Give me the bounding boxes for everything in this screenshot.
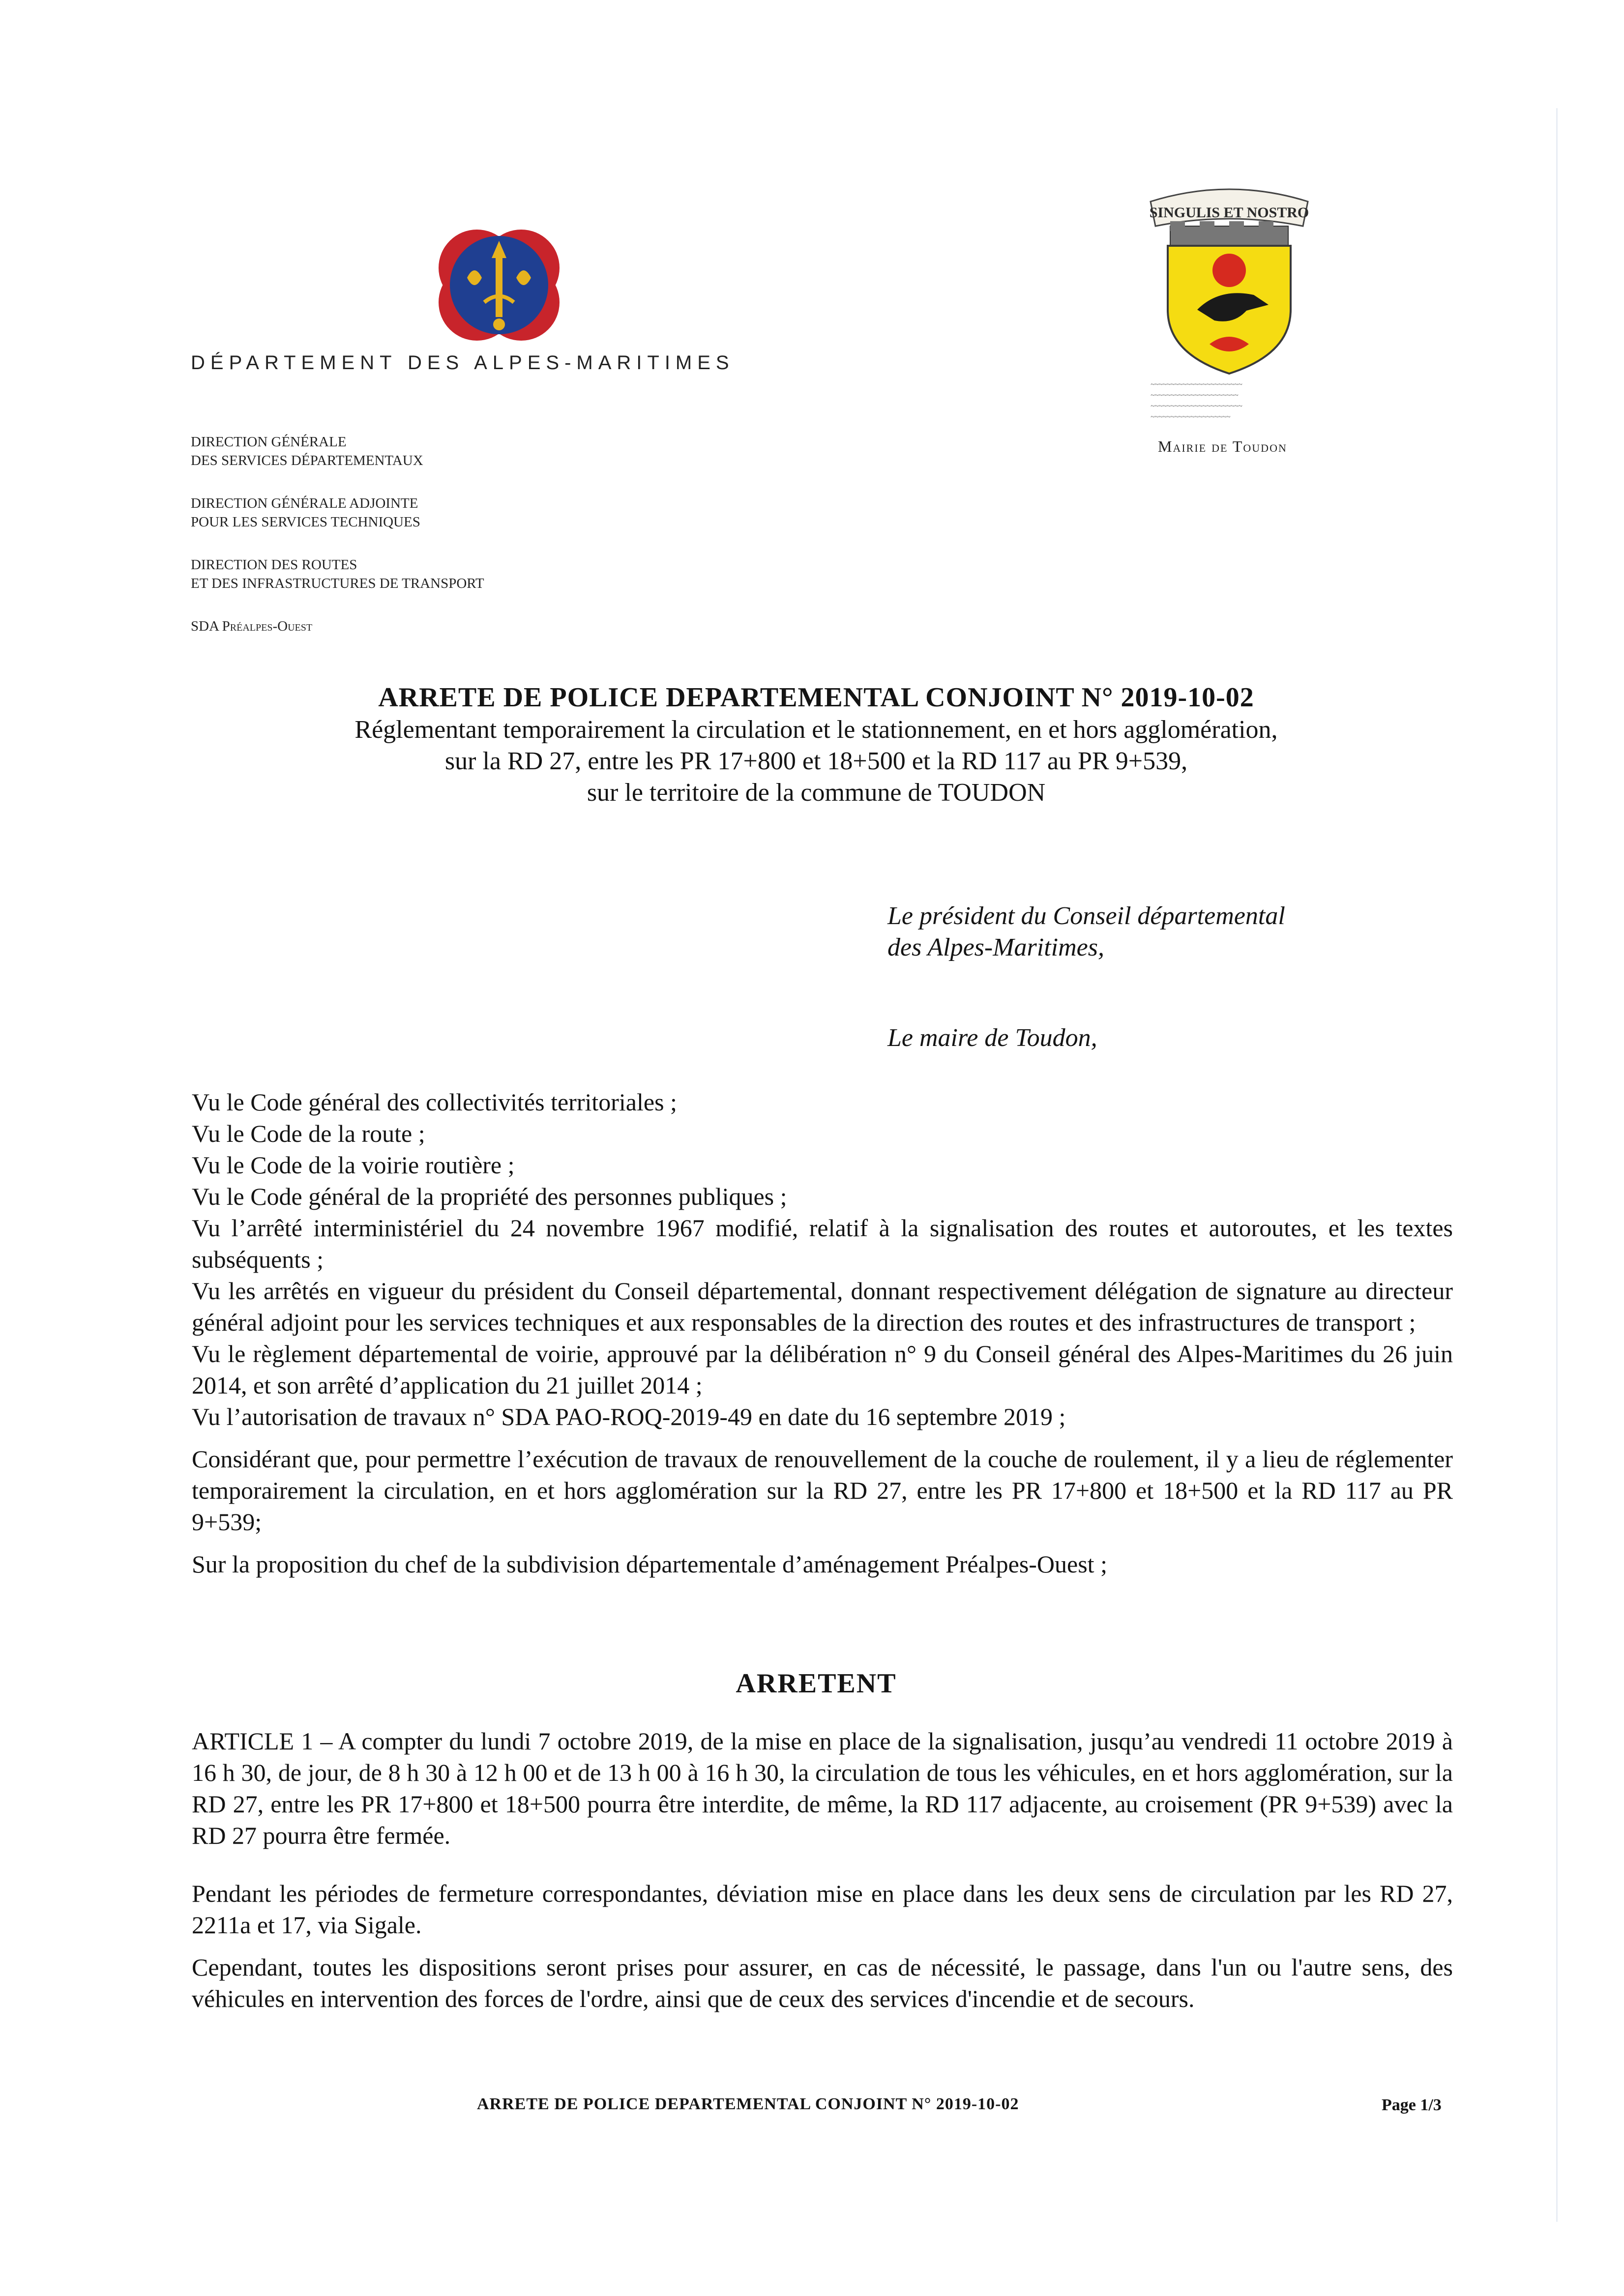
crest-motto: SINGULIS ET NOSTRO xyxy=(1149,204,1309,221)
decree-subtitle-line: sur la RD 27, entre les PR 17+800 et 18+500 et la RD 117 au PR 9+539, xyxy=(444,747,1188,775)
vu-item: Vu les arrêtés en vigueur du président du Conseil départemental, donnant respectivement délégation de signature au directeur général adjoint pour les services techniques et aux responsables de la direction des routes et des infrastructures de transport ; xyxy=(192,1277,1453,1336)
direction-line: DIRECTION DES ROUTES xyxy=(191,557,357,573)
footer-title: ARRETE DE POLICE DEPARTEMENTAL CONJOINT N° 2019-10-02 xyxy=(477,2095,1019,2113)
decree-subtitle-line: sur le territoire de la commune de TOUDON xyxy=(587,779,1046,807)
vu-item: Vu l’autorisation de travaux n° SDA PAO-ROQ-2019-49 en date du 16 septembre 2019 ; xyxy=(192,1403,1066,1430)
direction-line: DES SERVICES DÉPARTEMENTAUX xyxy=(191,453,423,468)
decree-subtitle-line: Réglementant temporairement la circulation et le stationnement, en et hors agglomération, xyxy=(354,716,1278,744)
vu-item: Vu le Code général de la propriété des personnes publiques ; xyxy=(192,1183,787,1210)
direction-line: POUR LES SERVICES TECHNIQUES xyxy=(191,514,420,530)
vu-item: Vu le Code de la route ; xyxy=(192,1120,425,1147)
president-signatory-line2: des Alpes-Maritimes, xyxy=(887,933,1104,961)
considerant-paragraph: Considérant que, pour permettre l’exécution de travaux de renouvellement de la couche de roulement, il y a lieu de réglementer temporairement la circulation, en et hors agglomération sur la RD 27, entre les PR 17+800 et 18+500 et la RD 117 au PR 9+539; xyxy=(192,1445,1453,1536)
articles xyxy=(192,1725,1453,2014)
page-number: Page 1/3 xyxy=(1382,2096,1442,2114)
article-1: ARTICLE 1 – A compter du lundi 7 octobre 2019, de la mise en place de la signalisation, jusqu’au vendredi 11 octobre 2019 à 16 h 30, de jour, de 8 h 30 à 12 h 00 et de 13 h 00 à 16 h 30, la circulation de tous les véhicules, en et hors agglomération, sur la RD 27, entre les PR 17+800 et 18+500 pourra être interdite, de même, la RD 117 adjacente, au croisement (PR 9+539) avec la RD 27 pourra être fermée. xyxy=(192,1727,1453,1849)
vu-item: Vu le règlement départemental de voirie, approuvé par la délibération n° 9 du Conseil général des Alpes-Maritimes du 26 juin 2014, et son arrêté d’application du 21 juillet 2014 ; xyxy=(192,1340,1453,1399)
sda-prealpes xyxy=(191,617,312,636)
decree-title: ARRETE DE POLICE DEPARTEMENTAL CONJOINT N° 2019-10-02 xyxy=(378,682,1254,713)
decree-title-block xyxy=(192,681,1441,809)
department-name: DÉPARTEMENT DES ALPES-MARITIMES xyxy=(191,352,735,374)
proposition-paragraph: Sur la proposition du chef de la subdivision départementale d’aménagement Préalpes-Ouest ; xyxy=(192,1550,1107,1578)
arretent-heading: ARRETENT xyxy=(736,1668,897,1699)
vu-list xyxy=(192,1086,1453,1580)
direction-line: DIRECTION GÉNÉRALE ADJOINTE xyxy=(191,495,418,511)
toudon-coat-of-arms xyxy=(1141,182,1318,378)
mairie-label: Mairie de Toudon xyxy=(1158,437,1287,455)
vu-item: Vu le Code général des collectivités territoriales ; xyxy=(192,1088,677,1116)
maire-signatory: Le maire de Toudon, xyxy=(887,1024,1097,1052)
vu-item: Vu le Code de la voirie routière ; xyxy=(192,1151,515,1179)
direction-line: DIRECTION GÉNÉRALE xyxy=(191,434,347,450)
department-logo xyxy=(433,224,565,347)
direction-routes xyxy=(191,555,484,593)
crest-motto-text: ~~~~~~~~~~~~~~~~~~~~~~~ ~~~~~~~~~~~~~~~~~~~~~~ ~~~~~~~~~~~~~~~~~~~~~~~ ~~~~~~~~~~~~~~~~~~~~ xyxy=(1151,381,1242,421)
direction-line: ET DES INFRASTRUCTURES DE TRANSPORT xyxy=(191,576,484,591)
direction-generale-adjointe xyxy=(191,494,420,531)
direction-generale xyxy=(191,433,423,470)
toudon-crest-icon xyxy=(1141,182,1318,378)
deviation-paragraph: Pendant les périodes de fermeture correspondantes, déviation mise en place dans les deux sens de circulation par les RD 27, 2211a et 17, via Sigale. xyxy=(192,1880,1453,1939)
department-emblem-icon xyxy=(433,224,565,347)
scan-edge-line xyxy=(1556,108,1558,2222)
president-signatory: Le président du Conseil départemental xyxy=(887,902,1285,930)
cependant-paragraph: Cependant, toutes les dispositions seront prises pour assurer, en cas de nécessité, le passage, dans l'un ou l'autre sens, des véhicules en intervention des forces de l'ordre, ainsi que de ceux des services d'incendie et de secours. xyxy=(192,1953,1453,2012)
direction-line: SDA Préalpes-Ouest xyxy=(191,618,313,634)
vu-item: Vu l’arrêté interministériel du 24 novembre 1967 modifié, relatif à la signalisation des routes et autoroutes, et les textes subséquents ; xyxy=(192,1214,1453,1273)
